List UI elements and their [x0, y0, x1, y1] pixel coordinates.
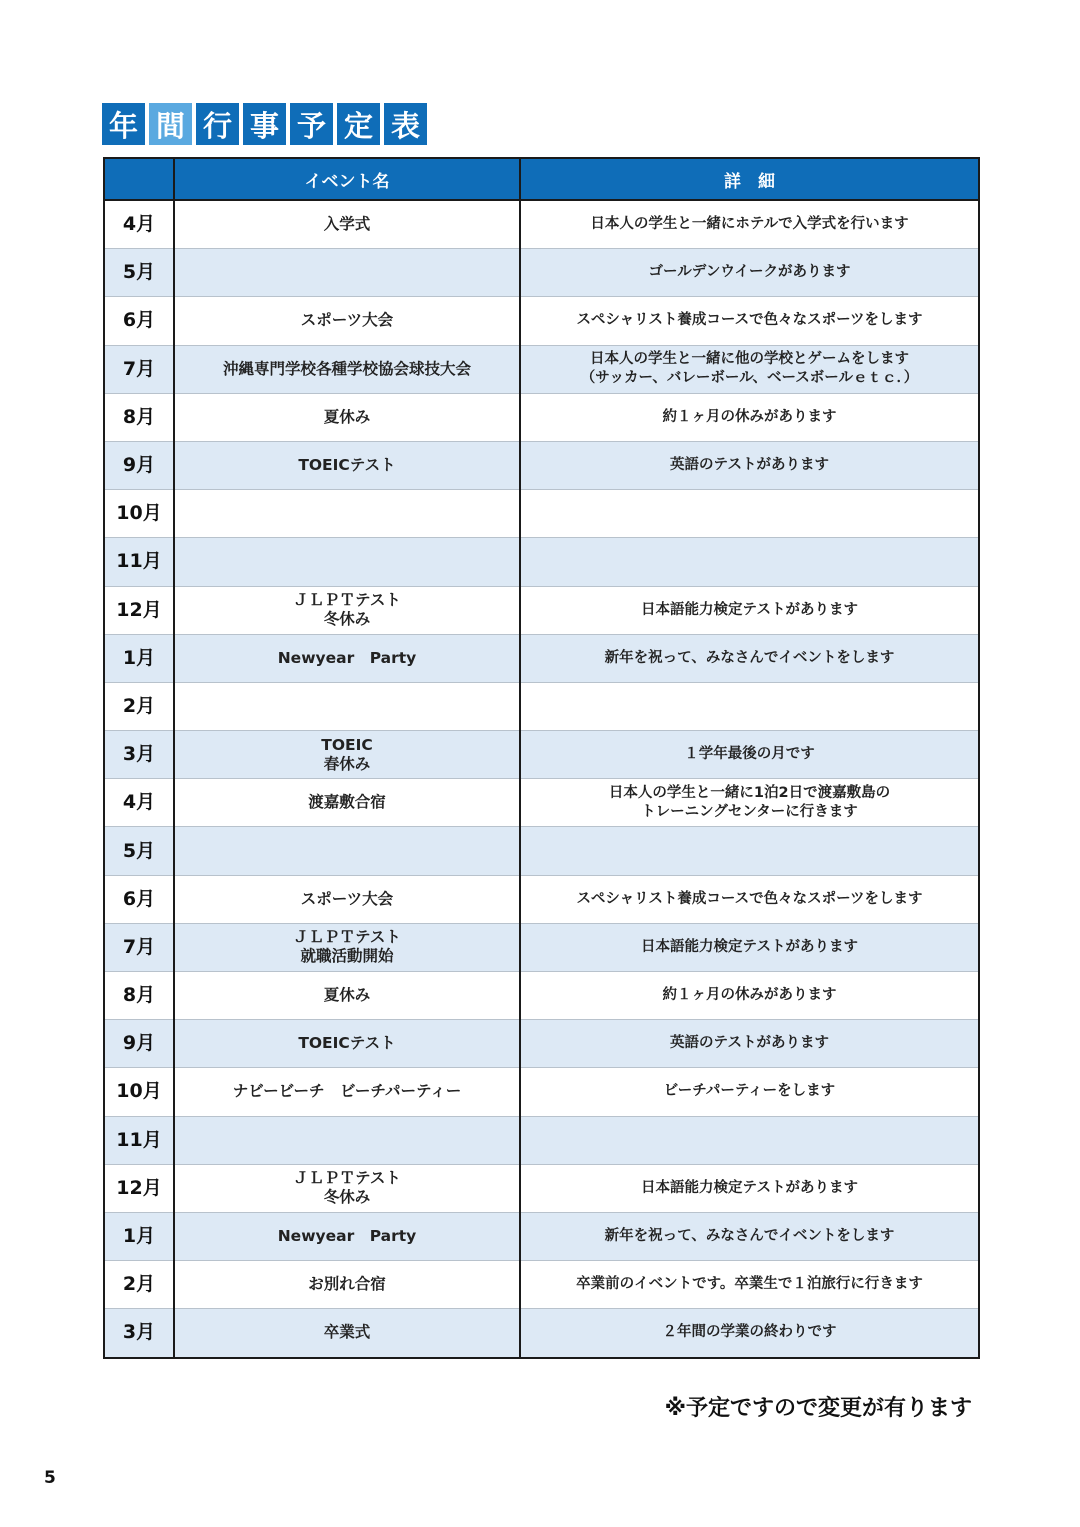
table-row [104, 1116, 979, 1164]
month-cell: 11月 [104, 538, 174, 586]
month-cell: 9月 [104, 441, 174, 489]
table-row [104, 875, 979, 923]
detail-cell [520, 682, 979, 730]
table-row [104, 393, 979, 441]
detail-cell: １学年最後の月です [520, 731, 979, 779]
table-row [104, 586, 979, 634]
table-row [104, 682, 979, 730]
event-cell [174, 490, 520, 538]
table-row [104, 538, 979, 586]
schedule-note: ※予定ですので変更が有ります [664, 1396, 972, 1421]
month-cell: 2月 [104, 1261, 174, 1309]
month-cell: 3月 [104, 1309, 174, 1358]
detail-cell: 日本語能力検定テストがあります [520, 1164, 979, 1212]
detail-cell: 日本人の学生と一緒に1泊2日で渡嘉敷島の トレーニングセンターに行きます [520, 779, 979, 827]
detail-cell [520, 490, 979, 538]
table-row [104, 249, 979, 297]
month-cell: 12月 [104, 1164, 174, 1212]
event-cell: 入学式 [174, 200, 520, 249]
month-cell: 2月 [104, 682, 174, 730]
header-detail: 詳 細 [520, 158, 979, 200]
table-row [104, 1068, 979, 1116]
month-cell: 5月 [104, 249, 174, 297]
title-char: 定 [337, 103, 380, 145]
table-row [104, 1261, 979, 1309]
event-cell: ナビービーチ ビーチパーティー [174, 1068, 520, 1116]
event-cell: ＪＬＰＴテスト 冬休み [174, 1164, 520, 1212]
month-cell: 11月 [104, 1116, 174, 1164]
detail-cell: 英語のテストがあります [520, 441, 979, 489]
event-cell: 沖縄専門学校各種学校協会球技大会 [174, 345, 520, 393]
event-cell: スポーツ大会 [174, 875, 520, 923]
event-cell [174, 682, 520, 730]
detail-cell: ２年間の学業の終わりです [520, 1309, 979, 1358]
event-cell [174, 538, 520, 586]
table-row [104, 972, 979, 1020]
month-cell: 6月 [104, 875, 174, 923]
detail-cell: 日本語能力検定テストがあります [520, 923, 979, 971]
month-cell: 12月 [104, 586, 174, 634]
table-row [104, 634, 979, 682]
table-row [104, 731, 979, 779]
table-row [104, 1164, 979, 1212]
event-cell: 夏休み [174, 972, 520, 1020]
page-title [102, 103, 427, 145]
month-cell: 7月 [104, 345, 174, 393]
month-cell: 4月 [104, 200, 174, 249]
month-cell: 5月 [104, 827, 174, 875]
event-cell: ＪＬＰＴテスト 就職活動開始 [174, 923, 520, 971]
month-cell: 3月 [104, 731, 174, 779]
event-cell: Newyear Party [174, 1212, 520, 1260]
event-cell [174, 1116, 520, 1164]
table-row [104, 441, 979, 489]
page-number: 5 [44, 1468, 56, 1488]
event-cell: Newyear Party [174, 634, 520, 682]
month-cell: 8月 [104, 393, 174, 441]
month-cell: 9月 [104, 1020, 174, 1068]
title-char: 年 [102, 103, 145, 145]
table-row [104, 297, 979, 345]
table-row [104, 490, 979, 538]
event-cell [174, 827, 520, 875]
detail-cell [520, 538, 979, 586]
month-cell: 6月 [104, 297, 174, 345]
event-cell: TOEICテスト [174, 441, 520, 489]
event-cell: TOEICテスト [174, 1020, 520, 1068]
detail-cell: スペシャリスト養成コースで色々なスポーツをします [520, 297, 979, 345]
title-char: 予 [290, 103, 333, 145]
detail-cell: ゴールデンウイークがあります [520, 249, 979, 297]
title-char: 行 [196, 103, 239, 145]
title-char: 間 [149, 103, 192, 145]
detail-cell: 新年を祝って、みなさんでイベントをします [520, 1212, 979, 1260]
detail-cell: 日本人の学生と一緒に他の学校とゲームをします （サッカー、バレーボール、ベースボールｅｔｃ．） [520, 345, 979, 393]
detail-cell [520, 827, 979, 875]
month-cell: 1月 [104, 634, 174, 682]
event-cell: TOEIC 春休み [174, 731, 520, 779]
detail-cell: 約１ヶ月の休みがあります [520, 972, 979, 1020]
table-row [104, 779, 979, 827]
month-cell: 10月 [104, 490, 174, 538]
event-cell: ＪＬＰＴテスト 冬休み [174, 586, 520, 634]
detail-cell: スペシャリスト養成コースで色々なスポーツをします [520, 875, 979, 923]
table-row [104, 345, 979, 393]
detail-cell: 英語のテストがあります [520, 1020, 979, 1068]
table-row [104, 1020, 979, 1068]
month-cell: 10月 [104, 1068, 174, 1116]
detail-cell: 新年を祝って、みなさんでイベントをします [520, 634, 979, 682]
event-cell: スポーツ大会 [174, 297, 520, 345]
detail-cell: 約１ヶ月の休みがあります [520, 393, 979, 441]
month-cell: 1月 [104, 1212, 174, 1260]
header-month [104, 158, 174, 200]
event-cell: 渡嘉敷合宿 [174, 779, 520, 827]
month-cell: 7月 [104, 923, 174, 971]
event-cell [174, 249, 520, 297]
event-cell: 夏休み [174, 393, 520, 441]
detail-cell: 日本人の学生と一緒にホテルで入学式を行います [520, 200, 979, 249]
table-row [104, 200, 979, 249]
table-row [104, 923, 979, 971]
detail-cell: ビーチパーティーをします [520, 1068, 979, 1116]
event-cell: 卒業式 [174, 1309, 520, 1358]
month-cell: 4月 [104, 779, 174, 827]
month-cell: 8月 [104, 972, 174, 1020]
detail-cell: 卒業前のイベントです。卒業生で１泊旅行に行きます [520, 1261, 979, 1309]
header-event: イベント名 [174, 158, 520, 200]
title-char: 事 [243, 103, 286, 145]
title-char: 表 [384, 103, 427, 145]
event-cell: お別れ合宿 [174, 1261, 520, 1309]
schedule-table [103, 157, 980, 1359]
table-row [104, 827, 979, 875]
table-header-row [104, 158, 979, 200]
table-row [104, 1309, 979, 1358]
detail-cell [520, 1116, 979, 1164]
detail-cell: 日本語能力検定テストがあります [520, 586, 979, 634]
table-row [104, 1212, 979, 1260]
